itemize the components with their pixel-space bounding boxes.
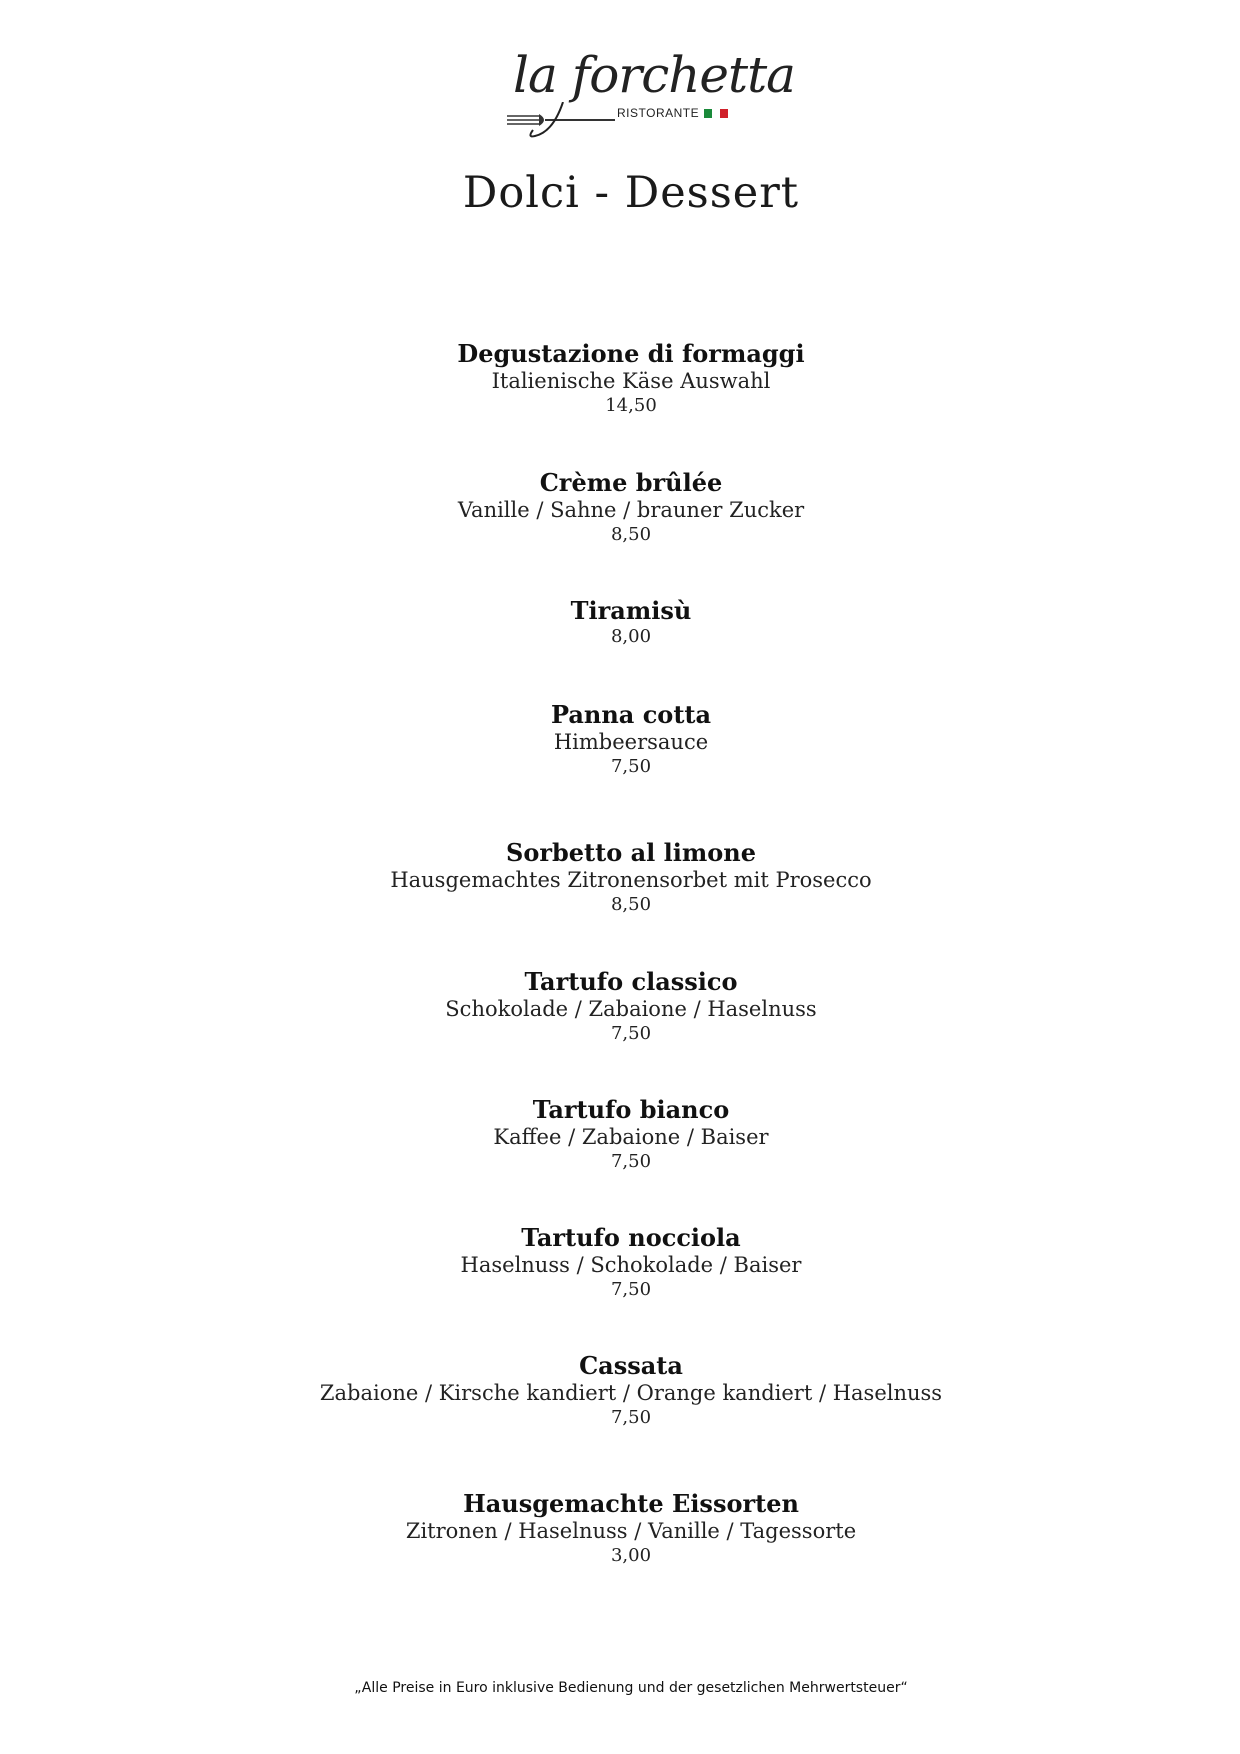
menu-item-name: Degustazione di formaggi: [457, 339, 805, 368]
logo-wordmark: la forchetta: [513, 46, 795, 104]
menu-item-description: Vanille / Sahne / brauner Zucker: [457, 498, 805, 522]
menu-item-price: 8,50: [610, 524, 652, 545]
menu-item: [0, 340, 1240, 418]
menu-item-description: Schokolade / Zabaione / Haselnuss: [445, 997, 817, 1021]
menu-item: [0, 597, 1240, 649]
menu-item: [0, 839, 1240, 917]
flag-red: [720, 109, 728, 118]
menu-item: [0, 1352, 1240, 1430]
logo-subtitle-text: RISTORANTE: [617, 106, 700, 120]
menu-item-price: 7,50: [610, 1023, 652, 1044]
menu-item-description: Hausgemachtes Zitronensorbet mit Prosecco: [390, 868, 872, 892]
flag-white: [712, 109, 720, 118]
restaurant-logo: [505, 46, 795, 140]
menu-item-name: Tartufo classico: [524, 967, 738, 996]
menu-item: [0, 701, 1240, 779]
menu-item-description: Haselnuss / Schokolade / Baiser: [460, 1253, 802, 1277]
menu-item-name: Crème brûlée: [539, 468, 723, 497]
menu-item: [0, 968, 1240, 1046]
menu-item-name: Sorbetto al limone: [506, 838, 756, 867]
menu-item-description: Italienische Käse Auswahl: [491, 369, 771, 393]
menu-item-price: 7,50: [610, 1407, 652, 1428]
menu-item-price: 8,00: [610, 626, 652, 647]
menu-item-price: 3,00: [610, 1545, 652, 1566]
menu-item-price: 8,50: [610, 894, 652, 915]
menu-item-name: Tartufo bianco: [532, 1095, 730, 1124]
italian-flag-icon: [704, 109, 728, 118]
page-title: Dolci - Dessert: [462, 168, 800, 218]
menu-item: [0, 469, 1240, 547]
menu-item-name: Hausgemachte Eissorten: [463, 1489, 799, 1518]
flag-green: [704, 109, 712, 118]
menu-item-price: 7,50: [610, 1151, 652, 1172]
menu-item-description: Kaffee / Zabaione / Baiser: [493, 1125, 769, 1149]
menu-item: [0, 1096, 1240, 1174]
menu-item-price: 7,50: [610, 756, 652, 777]
menu-item-description: Zitronen / Haselnuss / Vanille / Tagessorte: [405, 1519, 857, 1543]
menu-item: [0, 1224, 1240, 1302]
menu-item-price: 14,50: [605, 395, 657, 416]
menu-item-name: Tiramisù: [570, 596, 692, 625]
logo-subtitle: [617, 106, 728, 120]
menu-item: [0, 1490, 1240, 1568]
menu-item-description: Zabaione / Kirsche kandiert / Orange kandiert / Haselnuss: [319, 1381, 943, 1405]
menu-item-name: Panna cotta: [550, 700, 712, 729]
menu-item-name: Cassata: [579, 1351, 683, 1380]
menu-item-price: 7,50: [610, 1279, 652, 1300]
menu-item-description: Himbeersauce: [553, 730, 709, 754]
menu-item-name: Tartufo nocciola: [521, 1223, 741, 1252]
price-disclaimer: „Alle Preise in Euro inklusive Bedienung und der gesetzlichen Mehrwertsteuer“: [354, 1680, 908, 1696]
